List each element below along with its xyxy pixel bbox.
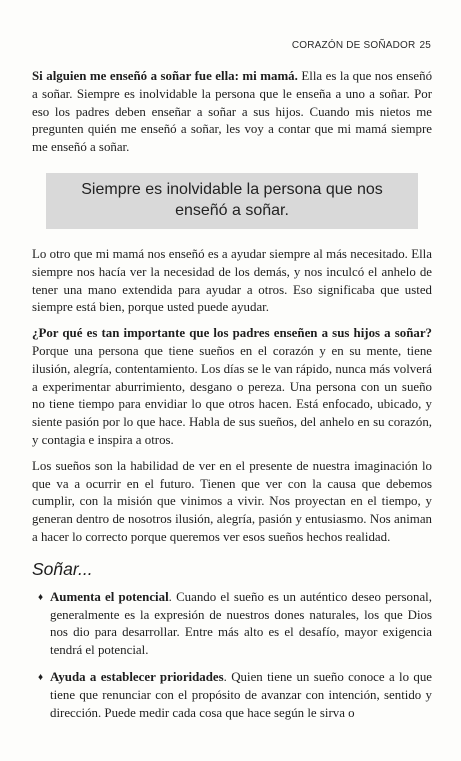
paragraph-1-text: Ella es la que nos enseñó a soñar. Siempre es inolvidable la persona que le enseña a uno a soñar. Por eso los padres deben enseñar a soñar a sus hijos. Cuando mis nietos me pregunten quién me enseñó a soñar, les voy a contar que mi mamá siempre me enseñó a soñar. [32, 69, 433, 155]
list-item [32, 669, 432, 722]
paragraph-3-text: Porque una persona que tiene sueños en el corazón y en su mente, tiene ilusión, alegría, contentamiento. Los días se le van rápido, nunca más volverá a experimentar aburrimiento, desgano o pereza. Una persona con un sueño no tiene tiempo para envidiar lo que otros hacen. Está enfocado, ubicado, y siente pasión por lo que hace. Habla de sus sueños, del anhelo en su corazón, y contagia e inspira a otros. [32, 343, 432, 447]
running-header [292, 40, 431, 51]
paragraph-3 [32, 325, 432, 450]
page-number: 25 [419, 40, 431, 51]
diamond-bullet-icon: ♦ [38, 671, 44, 683]
diamond-bullet-icon: ♦ [38, 591, 44, 603]
paragraph-1-lead: Si alguien me enseñó a soñar fue ella: mi mamá. [32, 69, 298, 83]
list-item-lead: Ayuda a establecer prioridades [50, 669, 224, 684]
list-item [32, 589, 432, 660]
page-body [32, 68, 432, 731]
list-item-lead: Aumenta el potencial [50, 589, 169, 604]
paragraph-2: Lo otro que mi mamá nos enseñó es a ayudar siempre al más necesitado. Ella siempre nos hacía ver la necesidad de los demás, y nos inculcó el anhelo de tener una mano extendida para ayudar a otros. Eso significaba que usted siempre está bien, porque usted puede ayudar. [32, 246, 432, 315]
paragraph-4: Los sueños son la habilidad de ver en el presente de nuestra imaginación lo que va a ocurrir en el futuro. Tienen que ver con la causa que debemos cumplir, con la misión que vinimos a vivir. Nos proyectan en el tiempo, y generan dentro de nosotros ilusión, alegría, pasión y entusiasmo. Nos animan a hacer lo correcto porque queremos ver esos sueños hechos realidad. [32, 458, 432, 544]
running-title: CORAZÓN DE SOÑADOR [291, 40, 416, 51]
paragraph-3-lead: ¿Por qué es tan importante que los padres enseñen a sus hijos a soñar? [32, 326, 432, 341]
section-heading: Soñar... [32, 558, 93, 579]
list-item-text: . Quien tiene un sueño conoce a lo que tiene que renunciar con el propósito de avanzar con intención, sentido y dirección. Puede medir cada cosa que hace según le sirva o [50, 669, 432, 720]
bullet-list [32, 589, 432, 723]
paragraph-1 [32, 68, 432, 157]
list-item-text: . Cuando el sueño es un auténtico deseo personal, generalmente es la expresión de nuestros dones naturales, los que Dios nos dio para desarrollar. Entre más alto es el desafío, mayor exigencia tendrá el potencial. [50, 589, 432, 658]
pull-quote: Siempre es inolvidable la persona que nos enseñó a soñar. [46, 173, 418, 229]
